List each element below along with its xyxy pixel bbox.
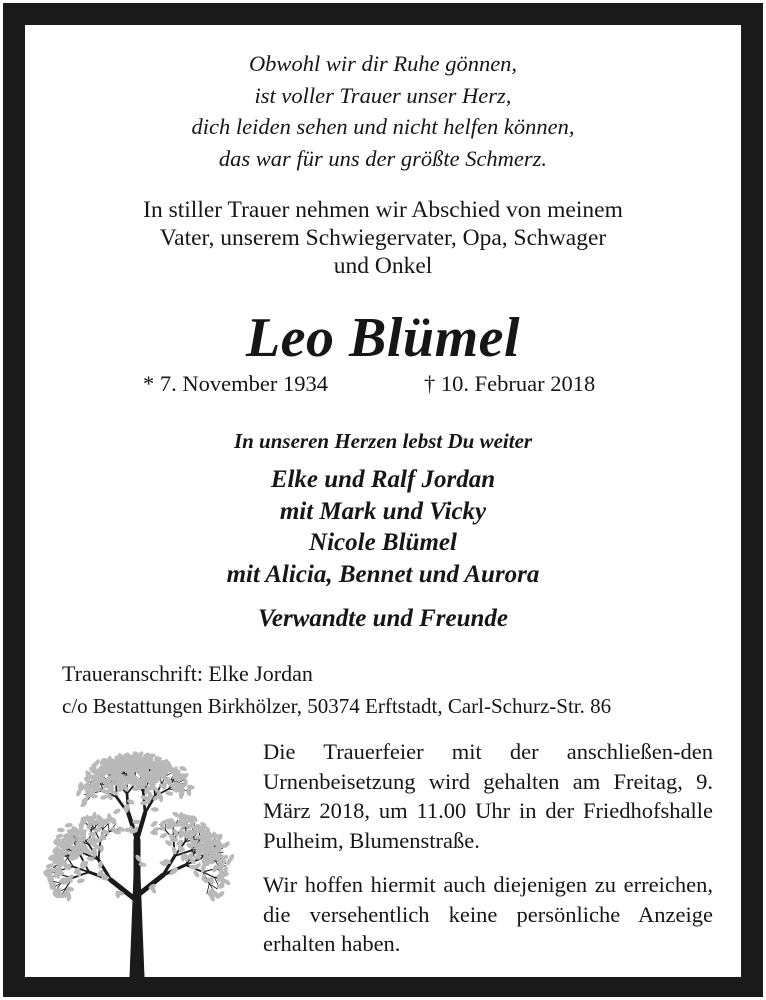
poem-line: dich leiden sehen und nicht helfen können, — [191, 114, 575, 139]
intro-line: In stiller Trauer nehmen wir Abschied von meinem — [143, 197, 623, 223]
intro-text — [25, 196, 741, 280]
mourner-line: Nicole Blümel — [309, 529, 457, 556]
relatives-line: Verwandte und Freunde — [257, 605, 509, 632]
birth-date: * 7. November 1934 — [143, 371, 328, 396]
poem — [25, 48, 741, 174]
motto: In unseren Herzen lebst Du weiter — [233, 429, 533, 453]
intro-line: und Onkel — [333, 253, 433, 279]
address-label: Traueranschrift: Elke Jordan — [62, 661, 313, 686]
intro-line: Vater, unserem Schwiegervater, Opa, Schwager — [159, 225, 607, 251]
poem-line: das war für uns der größte Schmerz. — [218, 145, 548, 171]
notice-paragraph: Wir hoffen hiermit auch diejenigen zu erreichen, die versehentlich keine persönliche Anzeige erhalten haben. — [263, 872, 713, 956]
poem-line: Obwohl wir dir Ruhe gönnen, — [248, 51, 518, 76]
mourner-line: mit Mark und Vicky — [279, 497, 487, 525]
notice-info — [263, 870, 713, 959]
death-date: † 10. Februar 2018 — [424, 371, 596, 396]
mourner-line: mit Alicia, Bennet und Aurora — [226, 560, 540, 588]
service-paragraph: Die Trauerfeier mit der anschließen-den Urnenbeisetzung wird gehalten am Freitag, 9. März 2018, um 11.00 Uhr in der Friedhofshalle Pulheim, Blumenstraße. — [263, 739, 713, 853]
poem-line: ist voller Trauer unser Herz, — [254, 82, 512, 108]
mourners-list — [25, 464, 741, 590]
service-info — [263, 737, 713, 855]
outer-border — [3, 3, 763, 997]
announcement-panel — [24, 24, 742, 978]
deceased-name: Leo Blümel — [245, 307, 521, 369]
mourner-line: Elke und Ralf Jordan — [270, 466, 496, 493]
address-line: c/o Bestattungen Birkhölzer, 50374 Erftstadt, Carl-Schurz-Str. 86 — [62, 694, 612, 718]
tree-icon — [30, 725, 245, 980]
